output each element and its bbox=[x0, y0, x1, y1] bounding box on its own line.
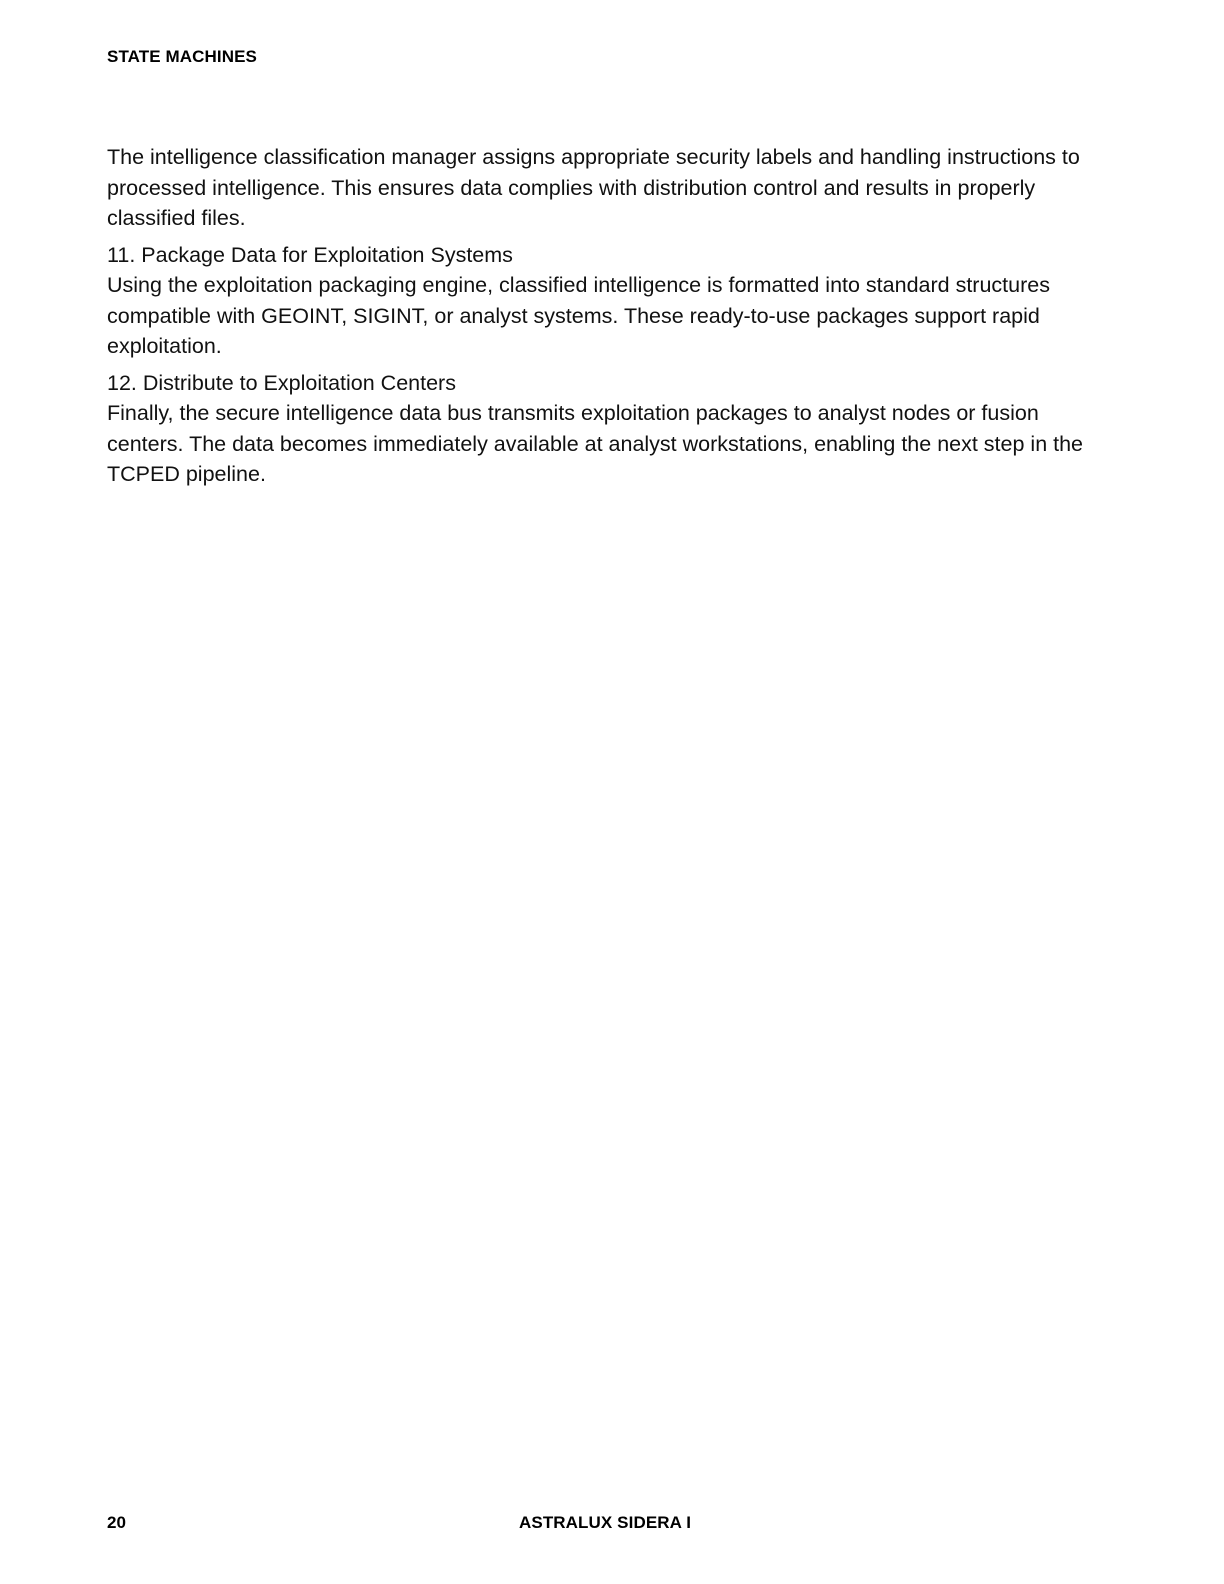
step-12 bbox=[107, 368, 1107, 490]
step-title: 11. Package Data for Exploitation Systems bbox=[107, 242, 513, 267]
step-title: 12. Distribute to Exploitation Centers bbox=[107, 370, 456, 395]
running-header: STATE MACHINES bbox=[107, 47, 257, 66]
page-body bbox=[107, 142, 1107, 496]
page-number: 20 bbox=[107, 1513, 126, 1532]
footer-document-title: ASTRALUX SIDERA I bbox=[519, 1513, 692, 1532]
step-text: Using the exploitation packaging engine, classified intelligence is formatted into standard structures compatible with GEOINT, SIGINT, or analyst systems. These ready-to-use packages support rapid exploitation. bbox=[107, 273, 1050, 358]
step-11 bbox=[107, 240, 1107, 362]
step-text: Finally, the secure intelligence data bus transmits exploitation packages to analyst nodes or fusion centers. The data becomes immediately available at analyst workstations, enabling the next step in the TCPED pipeline. bbox=[107, 401, 1084, 486]
intro-paragraph: The intelligence classification manager assigns appropriate security labels and handling instructions to processed intelligence. This ensures data complies with distribution control and results in properly classified files. bbox=[107, 145, 1080, 230]
